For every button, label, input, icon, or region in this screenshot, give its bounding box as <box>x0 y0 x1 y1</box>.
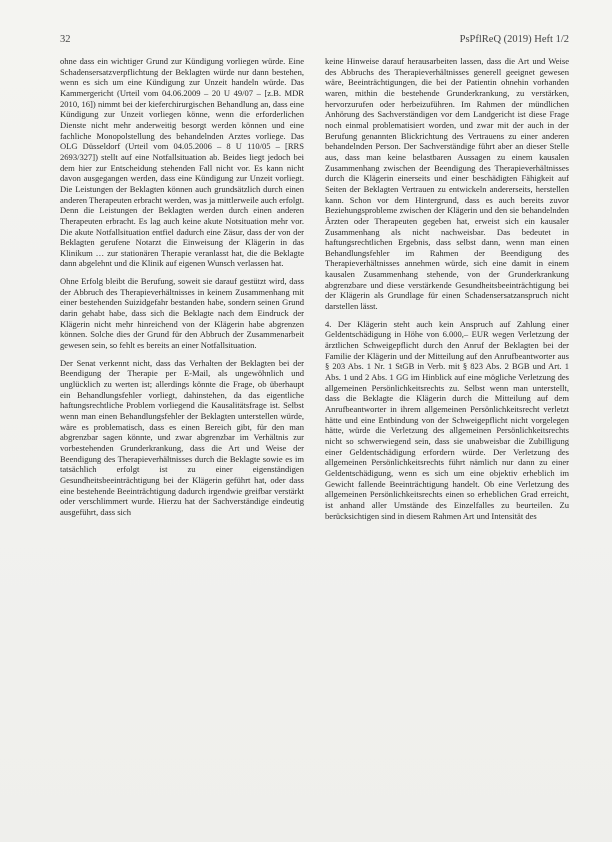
paragraph: 4. Der Klägerin steht auch kein Anspruch auf Zahlung einer Geldentschädigung in Höhe von 6.000,– EUR wegen Verletzung der ärztlichen Schweigepflicht durch den Anruf der Beklagten bei der Familie der Klägerin und der Mitteilung auf den Anrufbeantworter aus § 203 Abs. 1 Nr. 1 StGB in Verb. mit § 823 Abs. 2 BGB und Art. 1 Abs. 1 und 2 Abs. 1 GG im Hinblick auf eine mögliche Verletzung des allgemeinen Persönlichkeitsrechts zu. Selbst wenn man unterstellt, dass die Beklagte die Klägerin durch die Mitteilung auf dem Anrufbeantworter in ihrem allgemeinen Persönlichkeitsrecht verletzt hätte und eine Entbindung von der Schweigepflicht nicht vorgelegen hätte, würde die Verletzung des allgemeinen Persönlichkeitsrechts nicht so schwerwiegend sein, dass sie unabweisbar die Zubilligung einer Geldentschädigung erfordern würde. Der Verletzung des allgemeinen Persönlichkeitsrechts führt nämlich nur dann zu einer Geldentschädigung, wenn es sich um eine objektiv erheblich im Gewicht fallende Beeinträchtigung handelt. Ob eine Verletzung des allgemeinen Persönlichkeitsrechts einen so erheblichen Grad erreicht, ist anhand aller Umstände des Einzelfalles zu beurteilen. Zu berücksichtigen sind in diesem Rahmen Art und Intensität des <box>325 318 569 521</box>
page-header <box>60 34 569 45</box>
right-column <box>325 56 569 521</box>
page-number: 32 <box>60 34 71 45</box>
left-column <box>60 56 304 518</box>
paragraph: keine Hinweise darauf herausarbeiten lassen, dass die Art und Weise des Abbruchs des Therapieverhältnisses generell geeignet gewesen wäre, Beeinträchtigungen, die bei der Patientin ohnehin vorhanden waren, mithin die bestehende Grunderkrankung, zu verstärken, hervorzurufen oder herbeizuführen. Im Rahmen der mündlichen Anhörung des Sachverständigen vor dem Landgericht ist diese Frage noch einmal problematisiert worden, und zwar mit der auch in der Berufung genannten Blickrichtung des Vertrauens zu einer anderen behandelnden Person. Der Sachverständige führt aber an dieser Stelle aus, dass man keine belastbaren Aussagen zu einem kausalen Zusammenhang zwischen der Beendigung des Therapieverhältnisses durch die Klägerin einerseits und einer beschädigten Fähigkeit auf Seiten der Beklagten Vertrauen zu entwickeln andererseits, herstellen kann. Schon vor dem Hintergrund, dass es auch bereits zuvor Beziehungsprobleme zwischen der Klägerin und den sie behandelnden Ärzten oder Therapeuten gegeben hat, erweist sich ein kausaler Zusammenhang als nicht nachweisbar. Das bedeutet in haftungsrechtlichen Ergebnis, dass selbst dann, wenn man einen Behandlungsfehler im Rahmen der Beendigung des Therapieverhältnisses annehmen würde, sich eine damit in einem kausalen Zusammenhang stehende, von der Grunderkrankung abgrenzbare und diese verstärkende Gesundheitsbeeinträchtigung bei der Klägerin als Grundlage für einen Schadensersatzanspruch nicht darstellen lässt. <box>325 56 569 312</box>
paragraph: ohne dass ein wichtiger Grund zur Kündigung vorliegen würde. Eine Schadensersatzverpflichtung der Beklagten würde nur dann bestehen, wenn es sich um eine Kündigung zur Unzeit handeln würde. Das Kammergericht (Urteil vom 04.06.2009 – 20 U 49/07 – [z.B. MDR 2010, 16]) nimmt bei der kieferchirurgischen Behandlung an, dass eine Kündigung zur Unzeit vorliegen könne, wenn die erforderlichen Dienste nicht mehr anderweitig besorgt werden können und eine fachliche Monopolstellung des behandelnden Arztes vorliege. Das OLG Düsseldorf (Urteil vom 04.05.2006 – 8 U 110/05 – [RRS 2693/327]) stellt auf eine Notfallsituation ab. Beides liegt jedoch bei dem hier zur Entscheidung stehenden Fall nicht vor. Es kann nicht davon ausgegangen werden, dass eine Kündigung zur Unzeit vorliegt. Die Leistungen der Beklagten können auch grundsätzlich durch einen anderen Therapeuten erbracht werden, was ja mittlerweile auch erfolgt. Denn die Leistungen der Beklagten werden durch einen anderen Therapeuten erbracht. Es lag auch keine akute Notsituation mehr vor. Die akute Notfallsituation entfiel dadurch eine Zäsur, dass der von der Beklagten gerufene Notarzt die Einweisung der Klägerin in das Klinikum … zur stationären Therapie veranlasst hat, die die Beklagte dann abgelehnt und die Klinik auf eigenen Wunsch verlassen hat. <box>60 56 304 269</box>
journal-citation: PsPflReQ (2019) Heft 1/2 <box>459 34 569 45</box>
paragraph: Ohne Erfolg bleibt die Berufung, soweit sie darauf gestützt wird, dass der Abbruch des Therapieverhältnisses in keinem Zusammenhang mit einer bestehenden Suizidgefahr bestanden habe, sondern seinen Grund darin gehabt habe, dass sich die Beklagte nach dem Eindruck der Klägerin nicht mehr hinreichend von der Klägerin habe abgrenzen können. Solche dies der Grund für den Abbruch der Zusammenarbeit gewesen sein, so fehlt es bereits an einer Notfallsituation. <box>60 276 304 351</box>
paragraph: Der Senat verkennt nicht, dass das Verhalten der Beklagten bei der Beendigung der Therapie per E-Mail, als ungewöhnlich und unglücklich zu werten ist; allerdings könnte die Frage, ob überhaupt ein Behandlungsfehler vorliegt, dahinstehen, da das eigentliche haftungsrechtliche Problem vorliegend die Kausalitätsfrage ist. Selbst wenn man einen Behandlungsfehler der Beklagten unterstellen würde, wäre es problematisch, dass es einen Bereich gibt, für den man abgrenzbar sagen könnte, und zwar abgrenzbar im Verhältnis zur vorbestehenden Grunderkrankung, dass die Art und Weise der Beendigung des Therapieverhältnisses durch die Beklagte sowie es im tatsächlich erfolgt ist zu einer eigenständigen Gesundheitsbeeinträchtigung bei der Klägerin geführt hat, oder dass eine bestehende Beeinträchtigung dadurch irgendwie greifbar verstärkt oder verschlimmert wurde. Hierzu hat der Sachverständige eindeutig ausgeführt, dass sich <box>60 357 304 517</box>
